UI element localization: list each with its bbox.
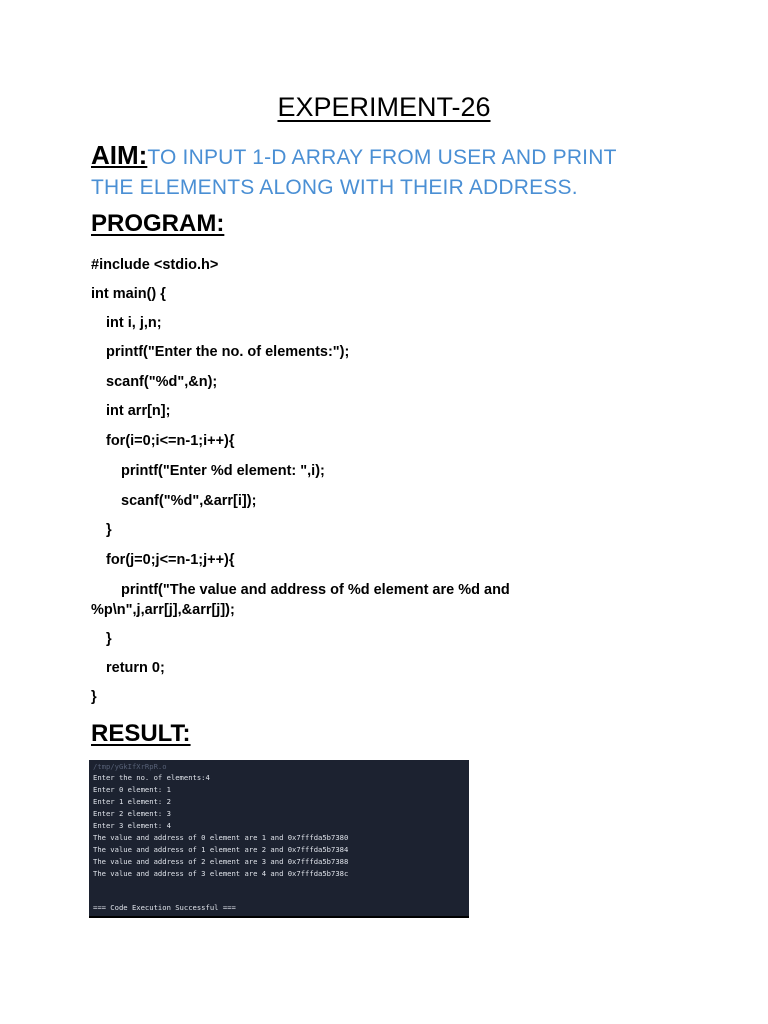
- terminal-line: The value and address of 2 element are 3 and 0x7fffda5b7388: [93, 857, 349, 866]
- code-line: #include <stdio.h>: [91, 257, 219, 273]
- terminal-line: Enter 1 element: 2: [93, 797, 171, 806]
- result-heading: RESULT:: [91, 720, 191, 747]
- code-line: printf("Enter the no. of elements:");: [106, 344, 350, 360]
- code-line: scanf("%d",&arr[i]);: [121, 493, 257, 509]
- code-line: printf("Enter %d element: ",i);: [121, 463, 325, 479]
- aim-text-line2: THE ELEMENTS ALONG WITH THEIR ADDRESS.: [91, 176, 578, 199]
- code-line: int i, j,n;: [106, 315, 162, 331]
- code-line: int main() {: [91, 286, 166, 302]
- code-line: }: [106, 522, 112, 538]
- aim-label: AIM:: [91, 140, 148, 170]
- program-heading: PROGRAM:: [91, 210, 225, 237]
- terminal-path: /tmp/yGkIfXrRpR.o: [93, 762, 167, 771]
- terminal-line: The value and address of 0 element are 1 and 0x7fffda5b7380: [93, 833, 349, 842]
- terminal-line: The value and address of 1 element are 2 and 0x7fffda5b7384: [93, 845, 349, 854]
- aim-section: [91, 140, 691, 203]
- aim-text-line1: TO INPUT 1-D ARRAY FROM USER AND PRINT: [147, 146, 617, 169]
- terminal-line: Enter 2 element: 3: [93, 809, 171, 818]
- terminal-output: [89, 760, 469, 918]
- page-title: EXPERIMENT-26: [277, 92, 491, 122]
- code-line: int arr[n];: [106, 403, 171, 419]
- code-line: scanf("%d",&n);: [106, 374, 218, 390]
- terminal-line: The value and address of 3 element are 4 and 0x7fffda5b738c: [93, 869, 349, 878]
- code-line: return 0;: [106, 660, 165, 676]
- terminal-line: Enter 3 element: 4: [93, 821, 171, 830]
- terminal-line: Enter the no. of elements:4: [93, 773, 210, 782]
- code-line: }: [91, 689, 97, 705]
- terminal-status: === Code Execution Successful ===: [93, 903, 236, 912]
- terminal-line: Enter 0 element: 1: [93, 785, 171, 794]
- code-line: printf("The value and address of %d element are %d and: [121, 582, 510, 598]
- code-line: }: [106, 631, 112, 647]
- code-line: for(i=0;i<=n-1;i++){: [106, 433, 235, 449]
- code-line: for(j=0;j<=n-1;j++){: [106, 552, 235, 568]
- code-line: %p\n",j,arr[j],&arr[j]);: [91, 602, 235, 618]
